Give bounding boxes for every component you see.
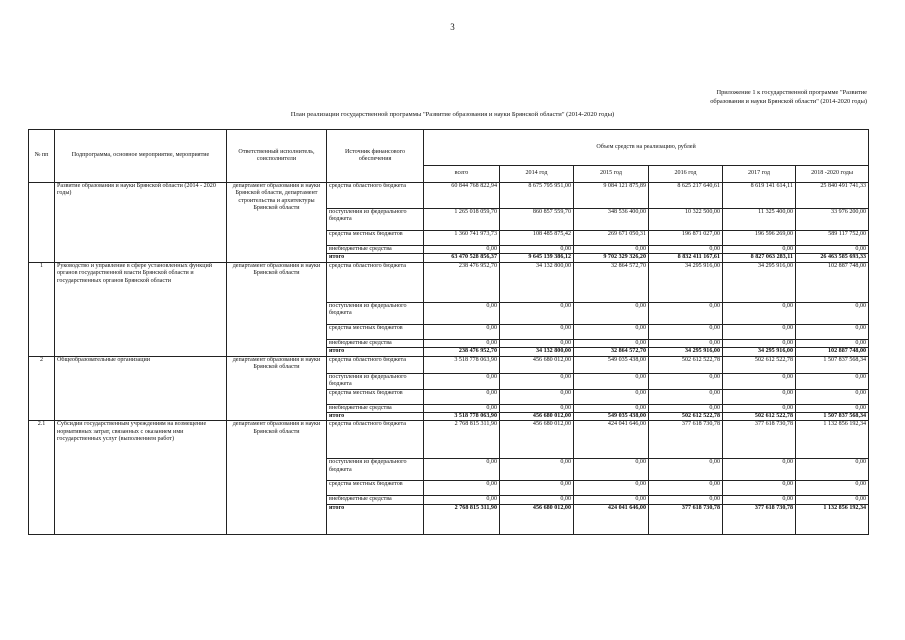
amount-cell: 9 084 121 875,89	[574, 183, 649, 209]
amount-cell: 0,00	[796, 339, 869, 347]
amount-cell: 0,00	[649, 481, 723, 496]
appendix-line-1: Приложение 1 к государственной программе "Развитие	[716, 89, 867, 96]
amount-cell: 8 832 411 167,61	[649, 254, 723, 262]
funding-source: поступления из федерального бюджета	[327, 209, 424, 231]
amount-cell: 9 645 139 386,12	[500, 254, 574, 262]
amount-cell: 0,00	[424, 481, 500, 496]
amount-cell: 0,00	[500, 459, 574, 481]
funding-source: средства областного бюджета	[327, 262, 424, 302]
amount-cell: 3 518 778 063,90	[424, 356, 500, 373]
amount-cell: 424 041 646,00	[574, 504, 649, 534]
amount-cell: 0,00	[796, 324, 869, 339]
funding-source: внебюджетные средства	[327, 339, 424, 347]
amount-cell: 0,00	[424, 302, 500, 324]
amount-cell: 456 680 012,00	[500, 413, 574, 421]
funding-source: средства областного бюджета	[327, 183, 424, 209]
amount-cell: 0,00	[424, 459, 500, 481]
amount-cell: 502 612 522,78	[723, 356, 796, 373]
amount-cell: 34 295 916,00	[723, 262, 796, 302]
funding-source: средства областного бюджета	[327, 421, 424, 459]
plan-title: План реализации государственной программы "Развитие образования и науки Брянской области" (2014-2020 годы)	[290, 111, 615, 118]
funding-source: поступления из федерального бюджета	[327, 373, 424, 389]
amount-cell: 8 625 217 640,61	[649, 183, 723, 209]
funding-source: средства местных бюджетов	[327, 481, 424, 496]
header-year-total: всего	[424, 166, 500, 183]
amount-cell: 0,00	[649, 404, 723, 412]
amount-cell: 8 675 795 951,00	[500, 183, 574, 209]
amount-cell: 8 619 141 614,11	[723, 183, 796, 209]
table-row	[29, 356, 869, 373]
header-year-2014: 2014 год	[500, 166, 574, 183]
amount-cell: 34 295 916,00	[649, 348, 723, 356]
amount-cell: 0,00	[500, 246, 574, 254]
amount-cell: 348 536 400,00	[574, 209, 649, 231]
amount-cell: 0,00	[574, 389, 649, 404]
funding-source: итого	[327, 254, 424, 262]
amount-cell: 0,00	[796, 459, 869, 481]
amount-cell: 0,00	[500, 302, 574, 324]
amount-cell: 0,00	[500, 481, 574, 496]
subprogram-name: Развитие образования и науки Брянской области (2014 - 2020 годы)	[55, 183, 227, 263]
header-year-2018-2020: 2018 -2020 годы	[796, 166, 869, 183]
responsible-executor: департамент образования и науки Брянской области	[227, 356, 327, 421]
header-subprogram: Подпрограмма, основное мероприятие, мероприятие	[55, 130, 227, 183]
header-year-2017: 2017 год	[723, 166, 796, 183]
page-number: 3	[450, 22, 455, 32]
amount-cell: 0,00	[649, 389, 723, 404]
implementation-plan-table	[28, 129, 869, 535]
amount-cell: 0,00	[424, 496, 500, 504]
funding-source: итого	[327, 348, 424, 356]
amount-cell: 377 618 730,78	[649, 504, 723, 534]
header-year-2015: 2015 год	[574, 166, 649, 183]
amount-cell: 1 507 837 568,34	[796, 356, 869, 373]
amount-cell: 0,00	[649, 373, 723, 389]
amount-cell: 0,00	[723, 339, 796, 347]
amount-cell: 269 671 050,31	[574, 231, 649, 246]
row-number	[29, 183, 55, 263]
amount-cell: 0,00	[424, 373, 500, 389]
appendix-note	[607, 88, 867, 106]
amount-cell: 0,00	[796, 373, 869, 389]
amount-cell: 11 325 400,00	[723, 209, 796, 231]
amount-cell: 196 871 027,00	[649, 231, 723, 246]
amount-cell: 0,00	[500, 339, 574, 347]
subprogram-name: Субсидии государственным учреждениям на возмещение нормативных затрат, связанных с оказанием ими государственных услуг (выполнением работ)	[55, 421, 227, 534]
plan-table-body	[29, 183, 869, 535]
amount-cell: 0,00	[796, 246, 869, 254]
responsible-executor: департамент образования и науки Брянской области	[227, 262, 327, 356]
responsible-executor: департамент образования и науки Брянской области, департамент строительства и архитектуры Брянской области	[227, 183, 327, 263]
amount-cell: 0,00	[574, 404, 649, 412]
amount-cell: 0,00	[574, 481, 649, 496]
subprogram-name: Руководство и управление в сфере установленных функций органов государственной власти Брянской области и государственных органов Брянской области	[55, 262, 227, 356]
amount-cell: 0,00	[500, 404, 574, 412]
amount-cell: 0,00	[723, 373, 796, 389]
amount-cell: 1 360 741 973,73	[424, 231, 500, 246]
amount-cell: 0,00	[500, 373, 574, 389]
amount-cell: 0,00	[649, 246, 723, 254]
amount-cell: 0,00	[424, 389, 500, 404]
header-volume: Объем средств на реализацию, рублей	[424, 130, 869, 166]
amount-cell: 34 132 800,00	[500, 348, 574, 356]
amount-cell: 238 476 952,70	[424, 262, 500, 302]
amount-cell: 0,00	[574, 496, 649, 504]
responsible-executor: департамент образования и науки Брянской области	[227, 421, 327, 534]
amount-cell: 10 322 500,00	[649, 209, 723, 231]
amount-cell: 377 618 730,78	[723, 504, 796, 534]
header-sources: Источник финансового обеспечения	[327, 130, 424, 183]
amount-cell: 0,00	[649, 459, 723, 481]
amount-cell: 0,00	[796, 302, 869, 324]
amount-cell: 0,00	[723, 246, 796, 254]
amount-cell: 0,00	[574, 302, 649, 324]
amount-cell: 589 117 752,00	[796, 231, 869, 246]
funding-source: средства местных бюджетов	[327, 389, 424, 404]
header-num: № пп	[29, 130, 55, 183]
amount-cell: 0,00	[424, 246, 500, 254]
header-year-2016: 2016 год	[649, 166, 723, 183]
amount-cell: 0,00	[649, 302, 723, 324]
amount-cell: 0,00	[649, 496, 723, 504]
amount-cell: 0,00	[500, 496, 574, 504]
amount-cell: 0,00	[424, 339, 500, 347]
amount-cell: 0,00	[723, 404, 796, 412]
amount-cell: 0,00	[574, 246, 649, 254]
amount-cell: 1 132 856 192,34	[796, 421, 869, 459]
amount-cell: 502 612 522,78	[649, 356, 723, 373]
amount-cell: 0,00	[649, 339, 723, 347]
funding-source: внебюджетные средства	[327, 404, 424, 412]
funding-source: внебюджетные средства	[327, 246, 424, 254]
amount-cell: 0,00	[796, 389, 869, 404]
amount-cell: 0,00	[574, 324, 649, 339]
amount-cell: 456 680 012,00	[500, 504, 574, 534]
amount-cell: 424 041 646,00	[574, 421, 649, 459]
row-number: 2	[29, 356, 55, 421]
amount-cell: 9 702 329 326,20	[574, 254, 649, 262]
funding-source: поступления из федерального бюджета	[327, 302, 424, 324]
amount-cell: 102 887 748,00	[796, 262, 869, 302]
amount-cell: 0,00	[723, 389, 796, 404]
funding-source: внебюджетные средства	[327, 496, 424, 504]
amount-cell: 502 612 522,78	[723, 413, 796, 421]
amount-cell: 0,00	[723, 459, 796, 481]
funding-source: средства областного бюджета	[327, 356, 424, 373]
amount-cell: 0,00	[500, 324, 574, 339]
funding-source: средства местных бюджетов	[327, 231, 424, 246]
amount-cell: 456 680 012,00	[500, 356, 574, 373]
amount-cell: 0,00	[796, 404, 869, 412]
amount-cell: 34 295 916,00	[723, 348, 796, 356]
amount-cell: 0,00	[649, 324, 723, 339]
row-number: 2.1	[29, 421, 55, 534]
amount-cell: 377 618 730,78	[649, 421, 723, 459]
table-row	[29, 262, 869, 302]
amount-cell: 0,00	[723, 302, 796, 324]
amount-cell: 63 470 528 856,37	[424, 254, 500, 262]
amount-cell: 1 132 856 192,34	[796, 504, 869, 534]
amount-cell: 2 768 815 311,90	[424, 504, 500, 534]
amount-cell: 32 864 572,70	[574, 262, 649, 302]
amount-cell: 0,00	[424, 404, 500, 412]
subprogram-name: Общеобразовательные организации	[55, 356, 227, 421]
amount-cell: 860 857 559,70	[500, 209, 574, 231]
amount-cell: 0,00	[574, 339, 649, 347]
amount-cell: 3 518 778 063,90	[424, 413, 500, 421]
funding-source: итого	[327, 413, 424, 421]
amount-cell: 1 265 018 059,70	[424, 209, 500, 231]
amount-cell: 34 295 916,00	[649, 262, 723, 302]
amount-cell: 238 476 952,70	[424, 348, 500, 356]
amount-cell: 0,00	[424, 324, 500, 339]
amount-cell: 456 680 012,00	[500, 421, 574, 459]
row-number: 1	[29, 262, 55, 356]
amount-cell: 60 844 768 822,94	[424, 183, 500, 209]
funding-source: поступления из федерального бюджета	[327, 459, 424, 481]
amount-cell: 0,00	[574, 373, 649, 389]
amount-cell: 502 612 522,78	[649, 413, 723, 421]
appendix-line-2: образования и науки Брянской области" (2014-2020 годы)	[710, 98, 867, 105]
amount-cell: 0,00	[796, 496, 869, 504]
amount-cell: 32 864 572,70	[574, 348, 649, 356]
table-row	[29, 183, 869, 209]
amount-cell: 1 507 837 568,34	[796, 413, 869, 421]
amount-cell: 102 887 748,00	[796, 348, 869, 356]
amount-cell: 2 768 815 311,90	[424, 421, 500, 459]
amount-cell: 0,00	[723, 324, 796, 339]
amount-cell: 377 618 730,78	[723, 421, 796, 459]
amount-cell: 0,00	[723, 481, 796, 496]
amount-cell: 549 035 438,00	[574, 356, 649, 373]
amount-cell: 8 827 063 283,11	[723, 254, 796, 262]
amount-cell: 549 035 438,00	[574, 413, 649, 421]
amount-cell: 196 596 269,00	[723, 231, 796, 246]
amount-cell: 0,00	[574, 459, 649, 481]
amount-cell: 0,00	[796, 481, 869, 496]
table-row	[29, 421, 869, 459]
amount-cell: 0,00	[500, 389, 574, 404]
amount-cell: 34 132 800,00	[500, 262, 574, 302]
amount-cell: 25 840 491 741,33	[796, 183, 869, 209]
header-responsible: Ответственный исполнитель, соисполнители	[227, 130, 327, 183]
amount-cell: 26 463 585 693,33	[796, 254, 869, 262]
amount-cell: 0,00	[723, 496, 796, 504]
amount-cell: 108 485 875,42	[500, 231, 574, 246]
funding-source: итого	[327, 504, 424, 534]
amount-cell: 33 976 200,00	[796, 209, 869, 231]
funding-source: средства местных бюджетов	[327, 324, 424, 339]
